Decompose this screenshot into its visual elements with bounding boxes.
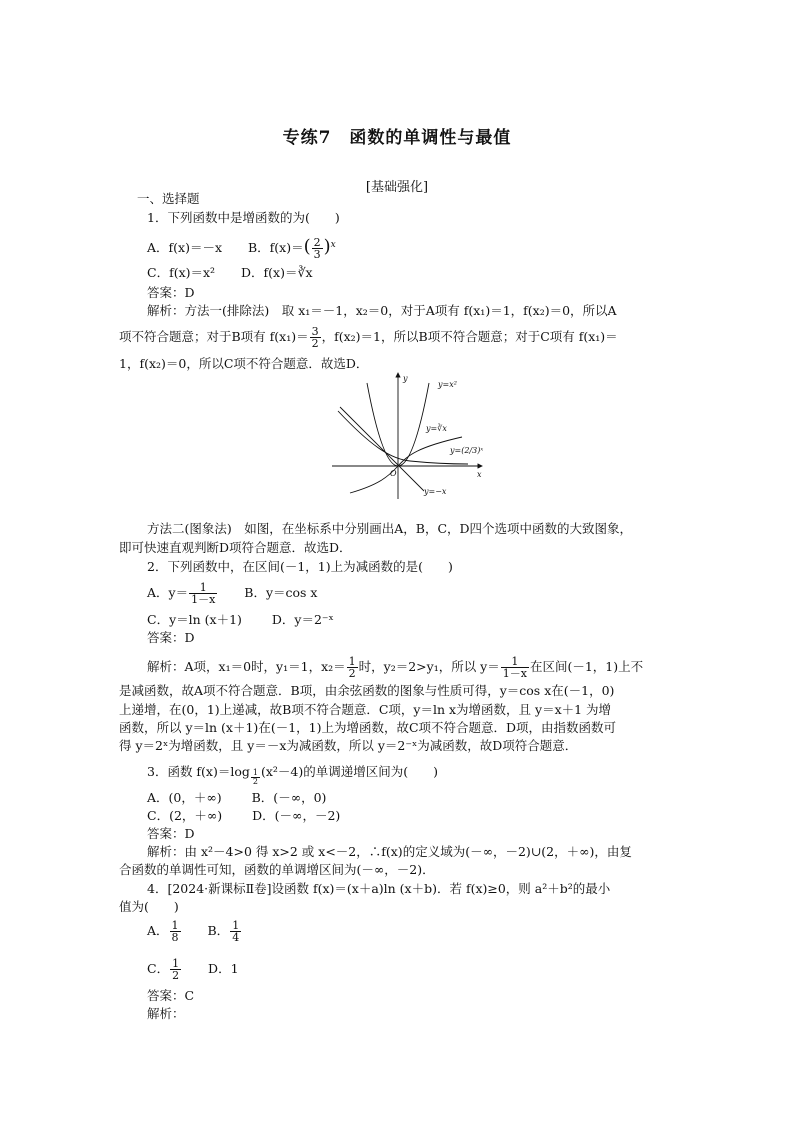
origin-label: O [390, 469, 397, 478]
q1-options-cd [147, 264, 313, 282]
q1-option-c: C．f(x)＝x² [147, 265, 216, 280]
q1-option-a: A．f(x)＝－x [147, 240, 223, 256]
q3-answer: 答案：D [147, 826, 195, 841]
q2-explanation-line4: 函数，所以 y＝ln (x＋1)在(－1，1)上为增函数，故C项不符合题意．D项，由指数函数可 [119, 720, 617, 735]
q4-option-a: A． $\frac{1}{8}$ [147, 919, 179, 944]
curve-label-cube-root: y=∛x [426, 424, 447, 433]
q3-option-a: A．(0，＋∞) [147, 790, 222, 805]
q3-option-b: B．(－∞，0) [251, 790, 327, 805]
q1-options-ab [147, 236, 336, 260]
q1-method2-line1: 方法二(图象法) 如图，在坐标系中分别画出A，B，C，D四个选项中函数的大致图象， [147, 521, 633, 536]
q2-options-cd [147, 611, 334, 629]
q3-options-cd [147, 807, 340, 825]
part-heading: 一、选择题 [137, 191, 200, 206]
q4-option-b: B． $\frac{1}{4}$ [207, 919, 240, 944]
q3-option-d: D．(－∞，－2) [252, 808, 341, 823]
q1-explanation-line1: 解析：方法一(排除法) 取 x₁＝－1，x₂＝0，对于A项有 f(x₁)＝1，f(x₂)＝0，所以A [147, 303, 617, 318]
q4-options-cd [147, 958, 239, 981]
q3-options-ab [147, 789, 326, 807]
curve-label-negative-x: y=−x [424, 487, 447, 496]
q2-explanation-line1: 解析：A项，x₁＝0时，y₁＝1，x₂＝ $\frac{1}{2}$ 时，y₂＝2>y₁，所以 y＝ $\frac{1}{1-x}$ 在区间(－1，1)上不 [147, 655, 644, 680]
q4-option-c: C． $\frac{1}{2}$ [147, 957, 180, 982]
page-title: 专练7 函数的单调性与最值 [282, 128, 512, 148]
q1-option-b: B．f(x)＝( $\frac{2}{3}$ )$^x$ [247, 236, 336, 262]
q2-option-d: D．y＝2⁻ˣ [271, 612, 334, 627]
curve-label-exponential: y=(2/3)ˣ [450, 446, 484, 455]
q3-explanation-line2: 合函数的单调性可知，函数的单调增区间为(－∞，－2)． [119, 862, 435, 877]
q2-answer: 答案：D [147, 630, 195, 645]
y-axis-label: y [403, 374, 408, 383]
q4-explanation: 解析： [147, 1006, 185, 1021]
q4-options-ab [147, 920, 242, 943]
q4-stem-line2: 值为( ) [119, 899, 179, 914]
q1-stem: 1．下列函数中是增函数的为( ) [147, 210, 340, 225]
q2-explanation-line5: 得 y＝2ˣ为增函数，且 y＝－x为减函数，所以 y＝2⁻ˣ为减函数，故D项符合题意． [119, 738, 578, 753]
q2-explanation-line2: 是减函数，故A项不符合题意．B项，由余弦函数的图象与性质可得，y＝cos x在(－1，0) [119, 683, 615, 698]
q1-explanation-line3: 1，f(x₂)＝0，所以C项不符合题意．故选D． [119, 356, 369, 371]
function-graph [300, 365, 500, 501]
q3-stem: 3．函数 f(x)＝log $\frac{1}{2}$ (x²－4)的单调递增区间为( ) [147, 764, 439, 786]
q2-option-c: C．y＝ln (x＋1) [147, 612, 242, 627]
q2-explanation-line3: 上递增，在(0，1)上递减，故B项不符合题意．C项，y＝ln x为增函数，且 y＝x＋1 为增 [119, 702, 612, 717]
section-heading: [基础强化] [365, 180, 429, 195]
q4-option-d: D．1 [208, 961, 239, 976]
q1-option-d: D．f(x)＝∛x [241, 265, 313, 280]
q1-method2-line2: 即可快速直观判断D项符合题意．故选D． [119, 540, 352, 555]
q3-explanation-line1: 解析：由 x²－4>0 得 x>2 或 x<－2，∴f(x)的定义域为(－∞，－2)∪(2，＋∞)，由复 [147, 844, 632, 859]
x-axis-label: x [477, 470, 482, 479]
q2-option-a: A．y＝ $\frac{1}{1-x}$ [147, 581, 216, 606]
q4-answer: 答案：C [147, 988, 195, 1003]
q1-answer: 答案：D [147, 285, 195, 300]
q2-options-ab [147, 582, 317, 605]
curve-label-x-squared: y=x² [438, 380, 457, 389]
q4-stem-line1: 4．[2024·新课标Ⅱ卷]设函数 f(x)＝(x＋a)ln (x＋b)．若 f(x)≥0，则 a²＋b²的最小 [147, 881, 611, 896]
q2-option-b: B．y＝cos x [244, 585, 318, 600]
q3-option-c: C．(2，＋∞) [147, 808, 223, 823]
q2-stem: 2．下列函数中，在区间(－1，1)上为减函数的是( ) [147, 559, 453, 574]
q1-explanation-line2: 项不符合题意；对于B项有 f(x₁)＝ $\frac{3}{2}$ ，f(x₂)＝1，所以B项不符合题意；对于C项有 f(x₁)＝ [119, 325, 618, 350]
